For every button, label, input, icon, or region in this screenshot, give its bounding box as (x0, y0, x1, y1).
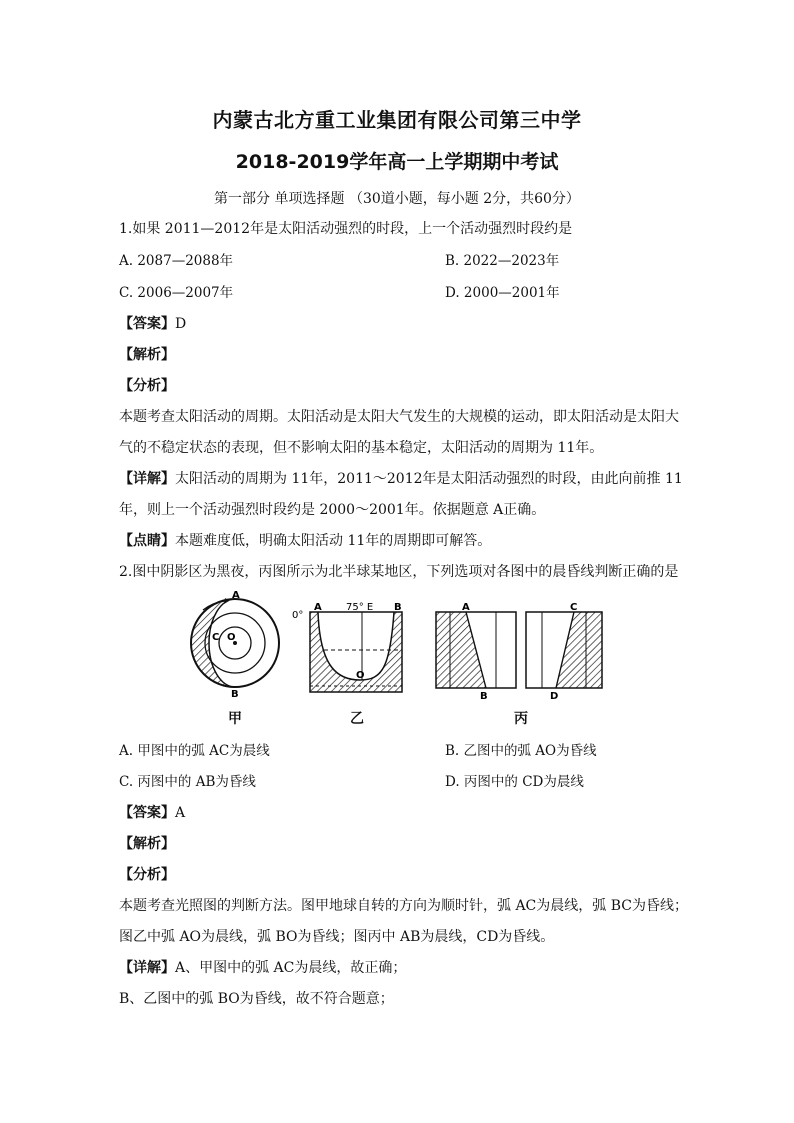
yi-zero-degree: 0° (292, 610, 304, 621)
exam-subtitle: 2018-2019学年高一上学期期中考试 (235, 151, 559, 173)
jia-point-o: O (227, 632, 236, 643)
q1-fenxi-tag: 【分析】 (119, 378, 175, 394)
q2-jiexi-tag: 【解析】 (119, 836, 175, 852)
q1-option-b: B. 2022—2023年 (445, 253, 560, 269)
yi-point-a: A (314, 602, 322, 613)
jia-point-a: A (232, 590, 240, 601)
q2-option-a: A. 甲图中的弧 AC为晨线 (119, 743, 270, 759)
figure-yi (290, 598, 410, 698)
answer-value: A (175, 805, 186, 821)
q2-answer (119, 802, 185, 822)
q2-option-b: B. 乙图中的弧 AO为昏线 (445, 743, 597, 759)
q1-option-d: D. 2000—2001年 (445, 285, 560, 301)
bing-point-d: D (550, 691, 559, 700)
jia-night-shade (191, 599, 235, 687)
jia-point-b: B (231, 689, 239, 700)
dianjing-text: 本题难度低，明确太阳活动 11年的周期即可解答。 (175, 533, 492, 549)
q2-stem: 2.图中阴影区为黑夜，丙图所示为北半球某地区，下列选项对各图中的晨昏线判断正确的是 (119, 564, 679, 580)
q1-stem: 1.如果 2011—2012年是太阳活动强烈的时段，上一个活动强烈时段约是 (119, 221, 573, 237)
document-title: 内蒙古北方重工业集团有限公司第三中学 (212, 108, 582, 132)
q2-option-c: C. 丙图中的 AB为昏线 (119, 774, 256, 790)
q1-jiexi-tag: 【解析】 (119, 347, 175, 363)
answer-value: D (175, 316, 187, 332)
yi-point-o: O (356, 670, 365, 681)
q1-answer (119, 313, 186, 333)
figure-yi-label: 乙 (350, 711, 364, 727)
q1-xiangjie (119, 468, 683, 488)
q2-fenxi-tag: 【分析】 (119, 867, 175, 883)
bing-point-c: C (570, 602, 578, 613)
q1-xiangjie-line2: 年，则上一个活动强烈时段约是 2000～2001年。依据题意 A正确。 (119, 502, 546, 518)
q2-fenxi-line2: 图乙中弧 AO为晨线，弧 BO为昏线；图丙中 AB为晨线，CD为昏线。 (119, 929, 555, 945)
q2-fenxi-line1: 本题考查光照图的判断方法。图甲地球自转的方向为顺时针，弧 AC为晨线，弧 BC为昏线； (119, 898, 688, 914)
yi-point-b: B (394, 602, 402, 613)
figure-bing-label: 丙 (514, 711, 528, 727)
figure-bing (430, 600, 610, 700)
answer-tag: 【答案】 (119, 316, 175, 332)
q1-fenxi-line2: 气的不稳定状态的表现，但不影响太阳的基本稳定，太阳活动的周期为 11年。 (119, 440, 604, 456)
figure-jia-label: 甲 (228, 711, 242, 727)
answer-tag: 【答案】 (119, 805, 175, 821)
bing-left-night (436, 612, 486, 688)
jia-point-c: C (212, 632, 220, 643)
bing-point-b: B (480, 691, 488, 700)
q2-xiangjie (119, 957, 406, 977)
bing-right-night (556, 612, 602, 688)
q1-option-a: A. 2087—2088年 (119, 253, 234, 269)
dianjing-tag: 【点睛】 (119, 533, 175, 549)
q1-dianjing (119, 530, 491, 550)
xiangjie-tag: 【详解】 (119, 960, 175, 976)
xiangjie-tag: 【详解】 (119, 471, 175, 487)
xiangjie-text: 太阳活动的周期为 11年，2011～2012年是太阳活动强烈的时段，由此向前推 11 (175, 471, 683, 487)
xiangjie-text: A、甲图中的弧 AC为晨线，故正确； (175, 960, 407, 976)
q2-xiangjie-line2: B、乙图中的弧 BO为昏线，故不符合题意； (119, 991, 394, 1007)
q1-option-c: C. 2006—2007年 (119, 285, 234, 301)
q1-fenxi-line1: 本题考查太阳活动的周期。太阳活动是太阳大气发生的大规模的运动，即太阳活动是太阳大 (119, 409, 679, 425)
q2-option-d: D. 丙图中的 CD为晨线 (445, 774, 584, 790)
bing-point-a: A (462, 602, 470, 613)
yi-longitude: 75° E (346, 602, 374, 613)
section-heading: 第一部分 单项选择题 （30道小题，每小题 2分，共60分） (214, 191, 580, 207)
figure-jia (185, 588, 285, 710)
